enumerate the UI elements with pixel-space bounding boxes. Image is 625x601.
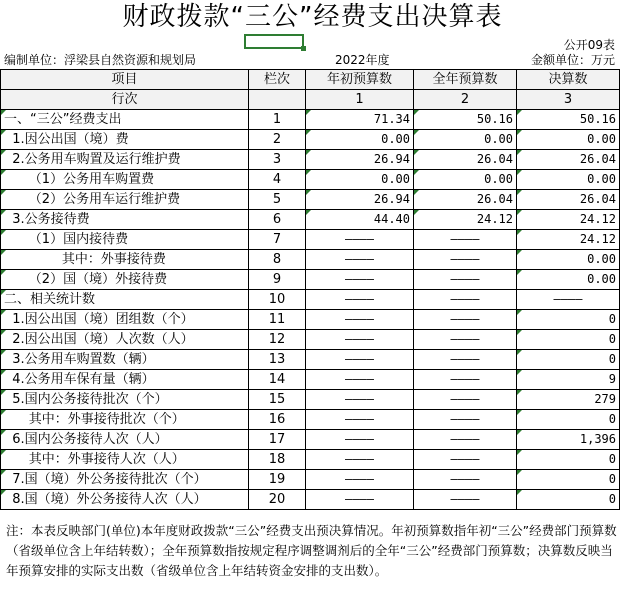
budget-cell[interactable]: 71.34 (306, 110, 414, 130)
row-number-cell[interactable]: 6 (249, 210, 306, 230)
final-cell[interactable]: 24.12 (517, 230, 620, 250)
row-number-cell[interactable]: 16 (249, 410, 306, 430)
row-number-cell[interactable]: 1 (249, 110, 306, 130)
budget-cell[interactable]: ———— (306, 270, 414, 290)
final-cell[interactable]: 0 (517, 490, 620, 510)
footnote: 注：本表反映部门(单位)本年度财政拨款“三公”经费支出预决算情况。年初预算数指年初“三公”经费部门预算数（省级单位含上年结转数）；全年预算数指按规定程序调整调剂后的全年“三公”经费部门预算数；决算数反映当年预算安排的实际支出数（省级单位含上年结转资金安排的支出数）。 (6, 523, 617, 578)
row-number-cell[interactable]: 2 (249, 130, 306, 150)
budget-cell[interactable]: ———— (306, 470, 414, 490)
table-row (1, 110, 620, 130)
table-row (1, 350, 620, 370)
header-n1[interactable]: 1 (306, 90, 414, 110)
row-number-cell[interactable]: 17 (249, 430, 306, 450)
table-row (1, 170, 620, 190)
row-name-cell[interactable]: 一、“三公”经费支出 (1, 110, 249, 130)
row-number-cell[interactable]: 19 (249, 470, 306, 490)
annual-budget-cell[interactable]: ———— (414, 250, 517, 270)
annual-budget-cell[interactable]: ———— (414, 490, 517, 510)
row-number-cell[interactable]: 14 (249, 370, 306, 390)
header-blank[interactable] (249, 90, 306, 110)
row-name-cell[interactable]: （1）国内接待费 (1, 230, 249, 250)
row-number-cell[interactable]: 3 (249, 150, 306, 170)
final-cell[interactable]: 0.00 (517, 170, 620, 190)
header-budget[interactable]: 年初预算数 (306, 70, 414, 90)
final-cell[interactable]: 0 (517, 330, 620, 350)
table-row (1, 150, 620, 170)
page-title: 财政拨款“三公”经费支出决算表 (122, 2, 503, 32)
final-cell[interactable]: 0 (517, 450, 620, 470)
annual-budget-cell[interactable]: ———— (414, 290, 517, 310)
row-name-cell[interactable]: 二、相关统计数 (1, 290, 249, 310)
annual-budget-cell[interactable]: 0.00 (414, 130, 517, 150)
row-number-cell[interactable]: 4 (249, 170, 306, 190)
table-row (1, 130, 620, 150)
header-col-no[interactable]: 栏次 (249, 70, 306, 90)
table-row (1, 390, 620, 410)
row-name-cell[interactable]: 其中：外事接待人次（人） (1, 450, 249, 470)
final-cell[interactable]: 0.00 (517, 130, 620, 150)
final-cell[interactable]: 0 (517, 310, 620, 330)
table-row (1, 470, 620, 490)
row-name-cell[interactable]: 其中：外事接待批次（个） (1, 410, 249, 430)
header-item[interactable]: 项目 (1, 70, 249, 90)
row-number-cell[interactable]: 11 (249, 310, 306, 330)
final-cell[interactable]: 1,396 (517, 430, 620, 450)
form-code: 公开09表 (563, 38, 615, 52)
row-number-cell[interactable]: 12 (249, 330, 306, 350)
selected-cell[interactable] (244, 34, 304, 49)
money-unit-label: 金额单位：万元 (530, 53, 615, 67)
budget-cell[interactable]: ———— (306, 230, 414, 250)
table-row (1, 490, 620, 510)
budget-cell[interactable]: ———— (306, 250, 414, 270)
budget-cell[interactable]: ———— (306, 410, 414, 430)
annual-budget-cell[interactable]: ———— (414, 470, 517, 490)
row-number-cell[interactable]: 5 (249, 190, 306, 210)
row-name-cell[interactable]: 3.公务用车购置数（辆） (1, 350, 249, 370)
annual-budget-cell[interactable]: 0.00 (414, 170, 517, 190)
annual-budget-cell[interactable]: ———— (414, 430, 517, 450)
row-name-cell[interactable]: 其中：外事接待费 (1, 250, 249, 270)
row-name-cell[interactable]: 1.因公出国（境）费 (1, 130, 249, 150)
budget-cell[interactable]: ———— (306, 310, 414, 330)
expenditure-table (0, 69, 620, 510)
budget-cell[interactable]: 44.40 (306, 210, 414, 230)
row-name-cell[interactable]: 8.国（境）外公务接待人次（人） (1, 490, 249, 510)
annual-budget-cell[interactable]: ———— (414, 350, 517, 370)
table-row (1, 230, 620, 250)
final-cell[interactable]: 0 (517, 350, 620, 370)
final-cell[interactable]: 26.04 (517, 150, 620, 170)
annual-budget-cell[interactable]: ———— (414, 410, 517, 430)
table-row (1, 290, 620, 310)
budget-cell[interactable]: ———— (306, 490, 414, 510)
annual-budget-cell[interactable]: 50.16 (414, 110, 517, 130)
row-number-cell[interactable]: 18 (249, 450, 306, 470)
final-cell[interactable]: ———— (517, 290, 620, 310)
row-name-cell[interactable]: （1）公务用车购置费 (1, 170, 249, 190)
final-cell[interactable]: 50.16 (517, 110, 620, 130)
header-final[interactable]: 决算数 (517, 70, 620, 90)
row-name-cell[interactable]: （2）国（境）外接待费 (1, 270, 249, 290)
header-row-label[interactable]: 行次 (1, 90, 249, 110)
header-n2[interactable]: 2 (414, 90, 517, 110)
year-label: 2022年度 (335, 53, 390, 67)
header-index-row (1, 90, 620, 110)
table-row (1, 450, 620, 470)
row-name-cell[interactable]: 3.公务接待费 (1, 210, 249, 230)
annual-budget-cell[interactable]: 26.04 (414, 150, 517, 170)
final-cell[interactable]: 0.00 (517, 250, 620, 270)
fill-handle[interactable] (301, 46, 306, 51)
header-row (1, 70, 620, 90)
header-n3[interactable]: 3 (517, 90, 620, 110)
final-cell[interactable]: 24.12 (517, 210, 620, 230)
row-number-cell[interactable]: 13 (249, 350, 306, 370)
table-row (1, 270, 620, 290)
table-row (1, 190, 620, 210)
budget-cell[interactable]: ———— (306, 390, 414, 410)
final-cell[interactable]: 9 (517, 370, 620, 390)
row-name-cell[interactable]: 1.因公出国（境）团组数（个） (1, 310, 249, 330)
row-name-cell[interactable]: 2.公务用车购置及运行维护费 (1, 150, 249, 170)
table-row (1, 310, 620, 330)
table-row (1, 370, 620, 390)
annual-budget-cell[interactable]: ———— (414, 450, 517, 470)
row-name-cell[interactable]: 5.国内公务接待批次（个） (1, 390, 249, 410)
budget-cell[interactable]: 26.94 (306, 190, 414, 210)
final-cell[interactable]: 279 (517, 390, 620, 410)
annual-budget-cell[interactable]: ———— (414, 230, 517, 250)
final-cell[interactable]: 0.00 (517, 270, 620, 290)
annual-budget-cell[interactable]: ———— (414, 270, 517, 290)
row-name-cell[interactable]: （2）公务用车运行维护费 (1, 190, 249, 210)
table-row (1, 250, 620, 270)
table-row (1, 410, 620, 430)
annual-budget-cell[interactable]: ———— (414, 310, 517, 330)
row-number-cell[interactable]: 15 (249, 390, 306, 410)
table-row (1, 430, 620, 450)
budget-cell[interactable]: ———— (306, 350, 414, 370)
row-name-cell[interactable]: 2.因公出国（境）人次数（人） (1, 330, 249, 350)
annual-budget-cell[interactable]: 26.04 (414, 190, 517, 210)
budget-cell[interactable]: 0.00 (306, 130, 414, 150)
row-number-cell[interactable]: 8 (249, 250, 306, 270)
budget-cell[interactable]: ———— (306, 290, 414, 310)
row-name-cell[interactable]: 6.国内公务接待人次（人） (1, 430, 249, 450)
row-number-cell[interactable]: 9 (249, 270, 306, 290)
budget-cell[interactable]: ———— (306, 430, 414, 450)
budget-cell[interactable]: ———— (306, 330, 414, 350)
budget-cell[interactable]: 0.00 (306, 170, 414, 190)
budget-cell[interactable]: ———— (306, 370, 414, 390)
annual-budget-cell[interactable]: ———— (414, 390, 517, 410)
budget-cell[interactable]: 26.94 (306, 150, 414, 170)
annual-budget-cell[interactable]: 24.12 (414, 210, 517, 230)
final-cell[interactable]: 0 (517, 410, 620, 430)
final-cell[interactable]: 26.04 (517, 190, 620, 210)
header-annual-budget[interactable]: 全年预算数 (414, 70, 517, 90)
annual-budget-cell[interactable]: ———— (414, 370, 517, 390)
table-row (1, 330, 620, 350)
annual-budget-cell[interactable]: ———— (414, 330, 517, 350)
unit-label: 编制单位：浮梁县自然资源和规划局 (4, 53, 197, 67)
row-name-cell[interactable]: 4.公务用车保有量（辆） (1, 370, 249, 390)
row-number-cell[interactable]: 20 (249, 490, 306, 510)
final-cell[interactable]: 0 (517, 470, 620, 490)
row-name-cell[interactable]: 7.国（境）外公务接待批次（个） (1, 470, 249, 490)
row-number-cell[interactable]: 7 (249, 230, 306, 250)
row-number-cell[interactable]: 10 (249, 290, 306, 310)
table-row (1, 210, 620, 230)
budget-cell[interactable]: ———— (306, 450, 414, 470)
